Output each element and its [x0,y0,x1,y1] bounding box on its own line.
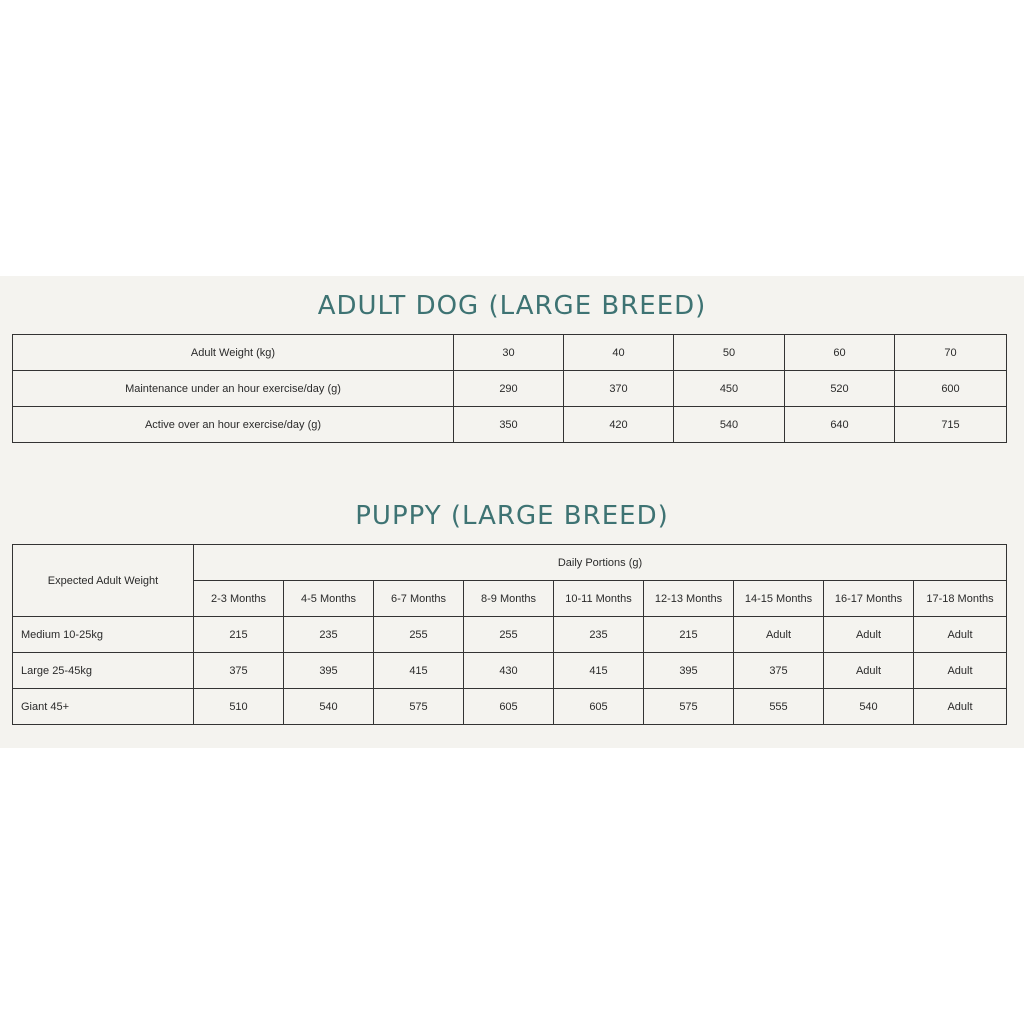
value-cell: 255 [374,617,464,653]
value-cell: 415 [374,653,464,689]
weight-cell: 60 [785,335,895,371]
value-cell: Adult [914,617,1007,653]
value-cell: 600 [895,371,1007,407]
table-row [13,371,1007,407]
value-cell: 395 [644,653,734,689]
adult-feeding-table [12,334,1007,443]
value-cell: Adult [824,653,914,689]
value-cell: 375 [194,653,284,689]
puppy-feeding-table [12,544,1007,725]
value-cell: 420 [564,407,674,443]
table-row [13,617,1007,653]
month-header: 2-3 Months [194,581,284,617]
value-cell: Adult [824,617,914,653]
value-cell: 575 [374,689,464,725]
value-cell: 395 [284,653,374,689]
value-cell: 450 [674,371,785,407]
value-cell: 715 [895,407,1007,443]
month-header: 12-13 Months [644,581,734,617]
adult-dog-title: ADULT DOG (LARGE BREED) [317,291,707,321]
table-row [13,407,1007,443]
expected-weight-label: Expected Adult Weight [13,545,194,617]
value-cell: 415 [554,653,644,689]
puppy-title: PUPPY (LARGE BREED) [355,501,669,531]
value-cell: 540 [674,407,785,443]
weight-cell: 40 [564,335,674,371]
value-cell: 290 [454,371,564,407]
value-cell: 540 [824,689,914,725]
value-cell: Adult [914,689,1007,725]
value-cell: Adult [734,617,824,653]
table-row [13,335,1007,371]
table-row [13,689,1007,725]
value-cell: 255 [464,617,554,653]
row-label: Active over an hour exercise/day (g) [13,407,454,443]
value-cell: 640 [785,407,895,443]
month-header: 8-9 Months [464,581,554,617]
value-cell: 370 [564,371,674,407]
table-row [13,545,1007,581]
month-header: 14-15 Months [734,581,824,617]
value-cell: 605 [464,689,554,725]
weight-cell: 50 [674,335,785,371]
month-header: 17-18 Months [914,581,1007,617]
feeding-guide-panel [0,276,1024,748]
row-label: Medium 10-25kg [13,617,194,653]
value-cell: 215 [644,617,734,653]
daily-portions-label: Daily Portions (g) [194,545,1007,581]
value-cell: 575 [644,689,734,725]
row-label: Giant 45+ [13,689,194,725]
weight-cell: 70 [895,335,1007,371]
month-header: 10-11 Months [554,581,644,617]
month-header: 6-7 Months [374,581,464,617]
value-cell: 540 [284,689,374,725]
value-cell: 215 [194,617,284,653]
value-cell: 510 [194,689,284,725]
value-cell: 430 [464,653,554,689]
value-cell: 555 [734,689,824,725]
adult-weight-label: Adult Weight (kg) [13,335,454,371]
value-cell: 375 [734,653,824,689]
month-header: 4-5 Months [284,581,374,617]
month-header: 16-17 Months [824,581,914,617]
row-label: Maintenance under an hour exercise/day (g) [13,371,454,407]
value-cell: 235 [554,617,644,653]
weight-cell: 30 [454,335,564,371]
value-cell: Adult [914,653,1007,689]
row-label: Large 25-45kg [13,653,194,689]
value-cell: 350 [454,407,564,443]
value-cell: 520 [785,371,895,407]
value-cell: 605 [554,689,644,725]
value-cell: 235 [284,617,374,653]
table-row [13,653,1007,689]
